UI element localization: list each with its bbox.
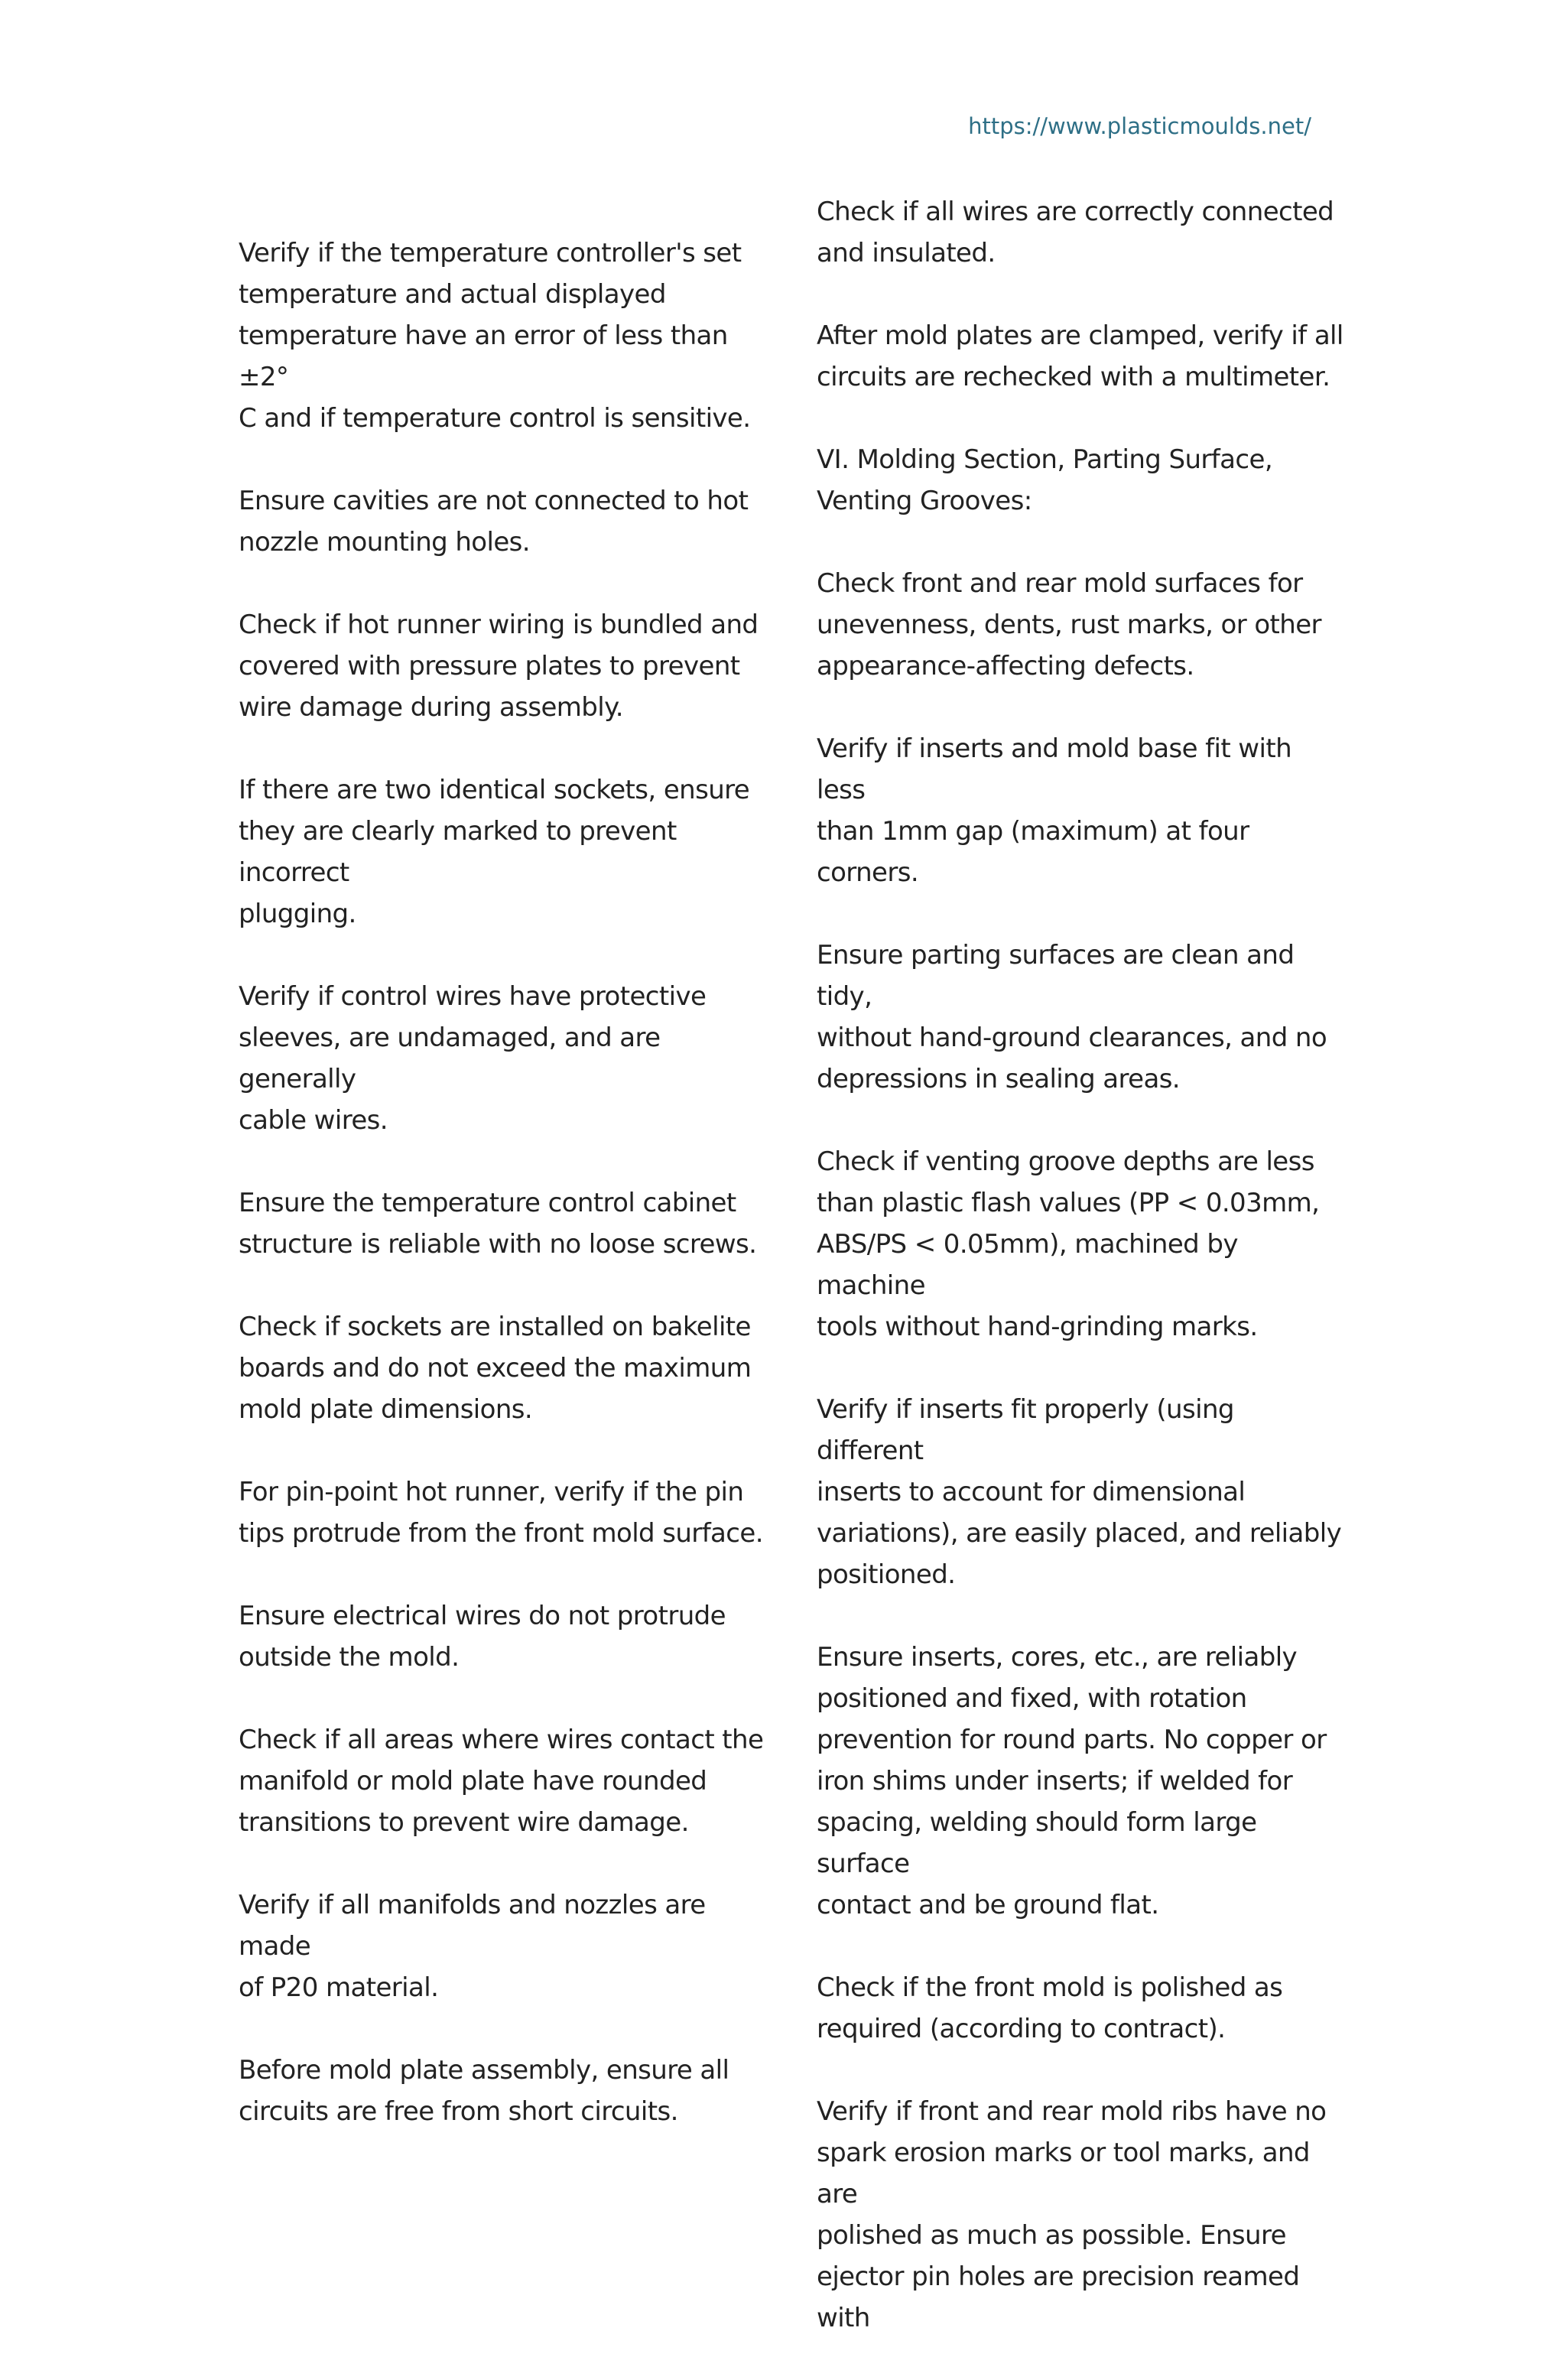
checklist-item: Ensure parting surfaces are clean and tidy, without hand-ground clearances, and no depressions in sealing areas. (817, 940, 1327, 1094)
checklist-item: Verify if inserts and mold base fit with less than 1mm gap (maximum) at four corners. (817, 733, 1292, 888)
checklist-item: Check if hot runner wiring is bundled and covered with pressure plates to prevent wire damage during assembly. (239, 610, 759, 723)
checklist-item: For pin-point hot runner, verify if the pin tips protrude from the front mold surface. (239, 1477, 763, 1549)
page-url[interactable]: https://www.plasticmoulds.net/ (968, 113, 1311, 139)
checklist-item: Ensure electrical wires do not protrude outside the mold. (239, 1601, 726, 1673)
checklist-item: Verify if front and rear mold ribs have no spark erosion marks or tool marks, and are polished as much as possible. Ensure ejector pin holes are precision reamed with (817, 2096, 1327, 2333)
checklist-item: Before mold plate assembly, ensure all circuits are free from short circuits. (239, 2055, 729, 2127)
checklist-item: Ensure inserts, cores, etc., are reliably positioned and fixed, with rotation prevention for round parts. No copper or iron shims under inserts; if welded for spacing, welding should form large surface contact and be ground flat. (817, 1642, 1327, 1920)
checklist-item: If there are two identical sockets, ensure they are clearly marked to prevent incorrect plugging. (239, 775, 750, 929)
checklist-item: Ensure the temperature control cabinet structure is reliable with no loose screws. (239, 1188, 757, 1260)
checklist-item: Check if sockets are installed on bakelite boards and do not exceed the maximum mold plate dimensions. (239, 1312, 752, 1425)
right-column (817, 191, 1344, 2380)
checklist-item: After mold plates are clamped, verify if all circuits are rechecked with a multimeter. (817, 320, 1343, 392)
checklist-item: Check if venting groove depths are less than plastic flash values (PP < 0.03mm, ABS/PS < 0.05mm), machined by machine tools without hand-grinding marks. (817, 1146, 1320, 1342)
section-heading: VI. Molding Section, Parting Surface, Venting Grooves: (817, 444, 1273, 516)
checklist-item: Check if all areas where wires contact the manifold or mold plate have rounded transitions to prevent wire damage. (239, 1725, 764, 1838)
checklist-item: Check front and rear mold surfaces for unevenness, dents, rust marks, or other appearance-affecting defects. (817, 568, 1321, 681)
checklist-item: Ensure cavities are not connected to hot nozzle mounting holes. (239, 486, 749, 558)
checklist-item: Check if all wires are correctly connected and insulated. (817, 197, 1334, 268)
checklist-item: Verify if all manifolds and nozzles are made of P20 material. (239, 1890, 706, 2003)
checklist-item: Verify if inserts fit properly (using different inserts to account for dimensional variations), are easily placed, and reliably positioned. (817, 1394, 1342, 1590)
left-column (239, 232, 774, 2174)
checklist-item: Check if the front mold is polished as required (according to contract). (817, 1972, 1283, 2044)
checklist-item: Verify if the temperature controller's set temperature and actual displayed temperature have an error of less than ±2° C and if temperature control is sensitive. (239, 238, 751, 434)
checklist-item: Verify if control wires have protective sleeves, are undamaged, and are generally cable wires. (239, 981, 707, 1136)
